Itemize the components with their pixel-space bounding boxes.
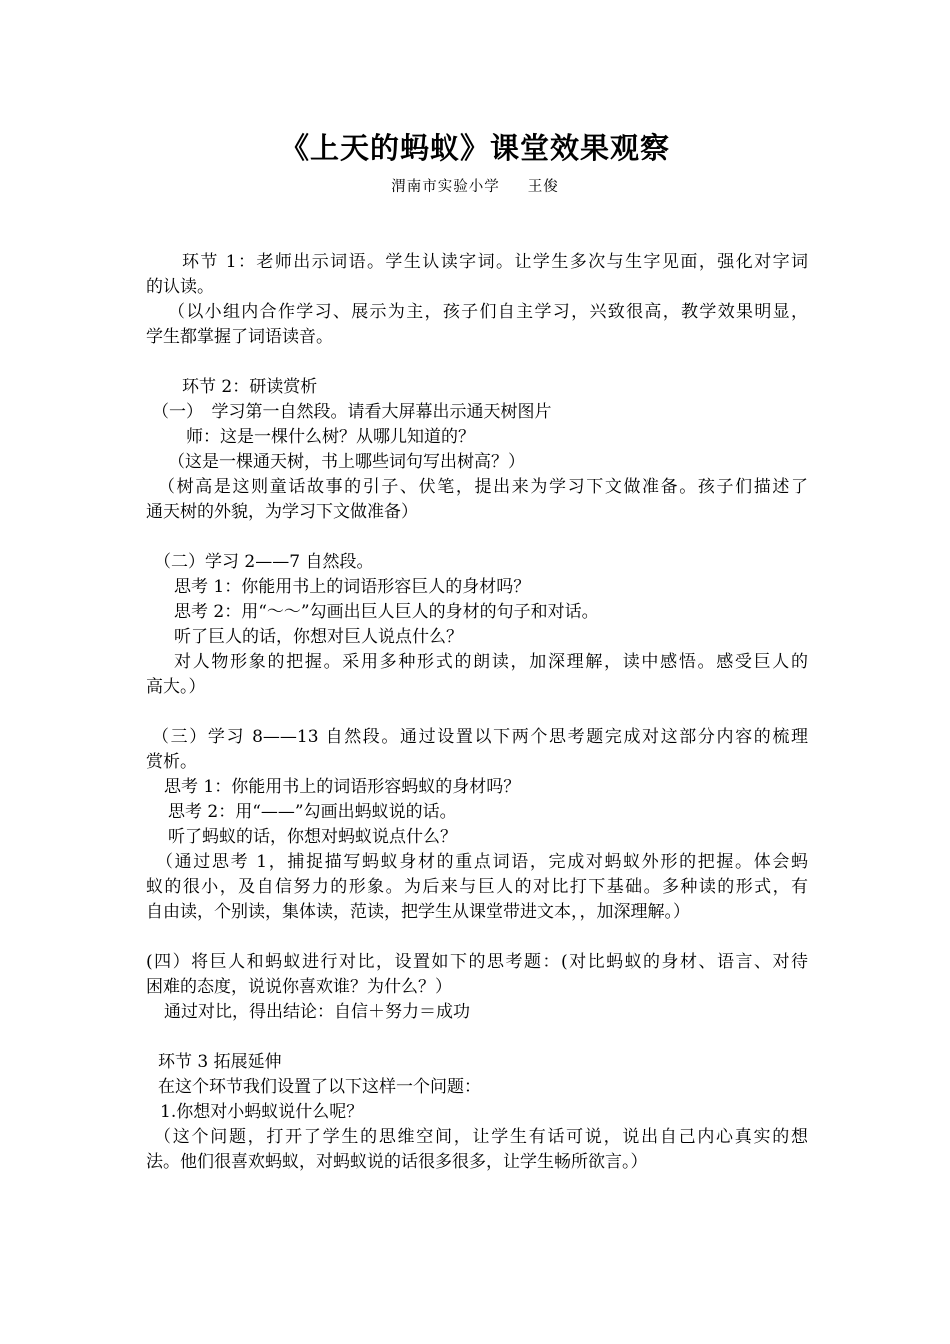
- section-heading: （二）学习 2——7 自然段。: [154, 552, 374, 572]
- paragraph-line: （以小组内合作学习、展示为主，孩子们自主学习，兴致很高，教学效果明显，: [168, 302, 808, 322]
- paragraph-line: 思考 2：用“——”勾画出蚂蚁说的话。: [168, 802, 457, 822]
- paragraph-line: （这个问题，打开了学生的思维空间，让学生有话可说，说出自己内心真实的想: [154, 1127, 808, 1147]
- paragraph-line: 1.你想对小蚂蚁说什么呢？: [160, 1102, 364, 1122]
- paragraph-line: （一） 学习第一自然段。请看大屏幕出示通天树图片: [152, 402, 552, 422]
- paragraph-line: 师：这是一棵什么树？从哪儿知道的？: [186, 427, 475, 447]
- paragraph-line: 听了蚂蚁的话，你想对蚂蚁说点什么？: [168, 827, 457, 847]
- paragraph-line: 蚁的很小，及自信努力的形象。为后来与巨人的对比打下基础。多种读的形式，有: [146, 877, 808, 897]
- paragraph-line: 赏析。: [146, 752, 197, 772]
- paragraph-line: （这是一棵通天树，书上哪些词句写出树高？）: [168, 452, 525, 472]
- section-heading: (四）将巨人和蚂蚁进行对比，设置如下的思考题：(对比蚂蚁的身材、语言、对待: [146, 952, 808, 972]
- paragraph-line: 思考 1：你能用书上的词语形容巨人的身材吗？: [174, 577, 531, 597]
- paragraph-line: 法。他们很喜欢蚂蚁，对蚂蚁说的话很多很多，让学生畅所欲言。）: [146, 1152, 648, 1172]
- school-name: 渭南市实验小学: [391, 179, 500, 195]
- section-heading: （三）学习 8——13 自然段。通过设置以下两个思考题完成对这部分内容的梳理: [152, 727, 808, 747]
- paragraph-line: 通过对比，得出结论：自信＋努力＝成功: [164, 1002, 470, 1022]
- paragraph-line: 困难的态度，说说你喜欢谁？为什么？）: [146, 977, 452, 997]
- paragraph-line: 对人物形象的把握。采用多种形式的朗读，加深理解，读中感悟。感受巨人的: [174, 652, 808, 672]
- document-title: 《上天的蚂蚁》课堂效果观察: [279, 131, 670, 165]
- paragraph-line: 自由读，个别读，集体读，范读，把学生从课堂带进文本，，加深理解。）: [146, 902, 690, 922]
- paragraph-line: （通过思考 1，捕捉描写蚂蚁身材的重点词语，完成对蚂蚁外形的把握。体会蚂: [156, 852, 808, 872]
- section-heading: 环节 3 拓展延伸: [158, 1052, 282, 1072]
- paragraph-line: 的认读。: [146, 277, 214, 297]
- paragraph-line: （树高是这则童话故事的引子、伏笔，提出来为学习下文做准备。孩子们描述了: [158, 477, 808, 497]
- paragraph-line: 思考 2：用“～～”勾画出巨人巨人的身材的句子和对话。: [174, 602, 599, 622]
- byline: [0, 176, 950, 198]
- paragraph-line: 在这个环节我们设置了以下这样一个问题：: [158, 1077, 481, 1097]
- paragraph-line: 高大。）: [146, 677, 206, 697]
- paragraph-line: 环节 1：老师出示词语。学生认读字词。让学生多次与生字见面，强化对字词: [182, 252, 808, 272]
- section-heading: 环节 2：研读赏析: [182, 377, 318, 397]
- paragraph-line: 通天树的外貌，为学习下文做准备）: [146, 502, 418, 522]
- author-name: 王俊: [527, 179, 559, 195]
- paragraph-line: 思考 1：你能用书上的词语形容蚂蚁的身材吗？: [164, 777, 521, 797]
- paragraph-line: 听了巨人的话，你想对巨人说点什么？: [174, 627, 463, 647]
- paragraph-line: 学生都掌握了词语读音。: [146, 327, 333, 347]
